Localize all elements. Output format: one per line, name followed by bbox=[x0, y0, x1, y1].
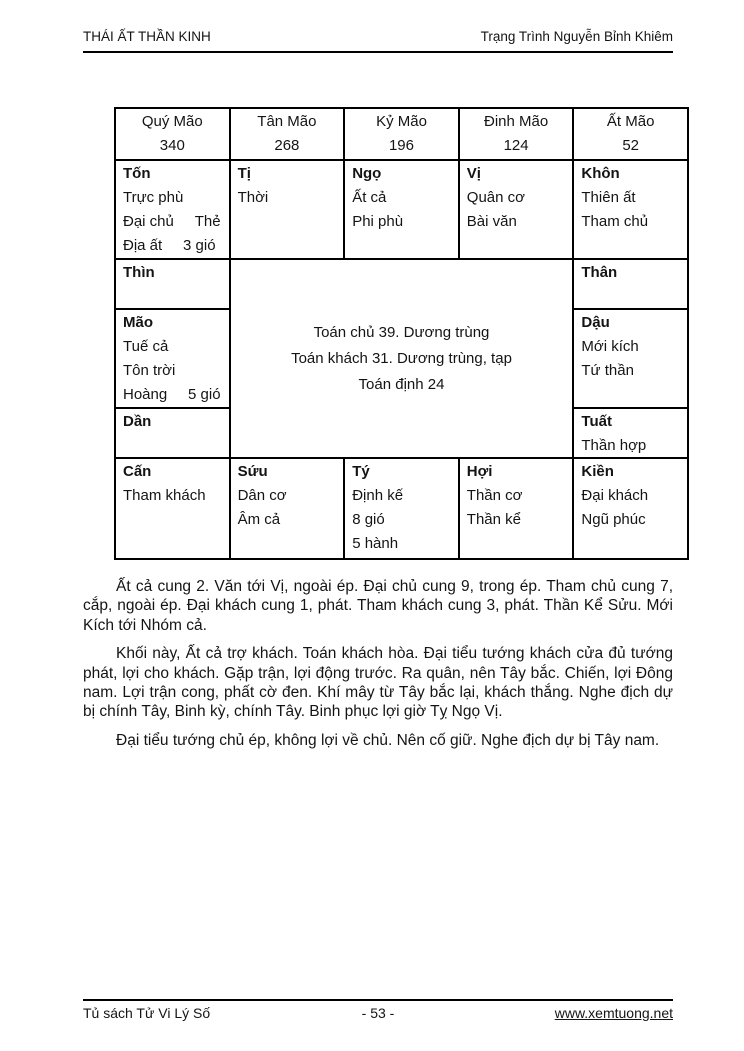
paragraph-3: Đại tiểu tướng chủ ép, không lợi về chủ. Nên cố giữ. Nghe địch dự bị Tây nam. bbox=[116, 731, 660, 749]
palace-ngo bbox=[345, 161, 458, 258]
year-cell-quy-mao bbox=[116, 109, 229, 159]
palace-title: Tốn bbox=[123, 165, 151, 182]
palace-lines bbox=[238, 484, 337, 532]
cell-line: Quân cơ bbox=[466, 189, 525, 206]
cell-line: 5 hành bbox=[352, 535, 399, 552]
palace-thin bbox=[116, 260, 229, 308]
palace-title: Tý bbox=[352, 463, 370, 480]
palace-lines bbox=[581, 484, 680, 532]
header-book-title: THÁI ẤT THẦN KINH bbox=[83, 29, 211, 44]
running-header bbox=[83, 28, 673, 53]
palace-tuat bbox=[574, 409, 687, 457]
cell-line: Trực phù bbox=[123, 189, 184, 206]
year-cell-ky-mao bbox=[345, 109, 458, 159]
cell-line: Tứ thần bbox=[581, 362, 634, 379]
year-name: Ất Mão bbox=[606, 113, 655, 130]
year-name: Đinh Mão bbox=[483, 113, 549, 130]
year-value: 268 bbox=[274, 137, 300, 154]
palace-ty bbox=[345, 459, 458, 558]
cell-line: Đại chủ Thẻ bbox=[123, 213, 221, 230]
cell-line: Toán định 24 bbox=[358, 375, 445, 393]
cell-line: Toán chủ 39. Dương trùng bbox=[313, 323, 490, 341]
year-cell-dinh-mao bbox=[460, 109, 573, 159]
year-name: Tân Mão bbox=[257, 113, 317, 130]
palace-title: Dần bbox=[123, 413, 152, 430]
palace-title: Thìn bbox=[123, 264, 155, 281]
palace-lines bbox=[123, 335, 222, 407]
palace-lines bbox=[238, 186, 337, 210]
footer-website-wrap bbox=[476, 1005, 673, 1022]
footer-page-number: - 53 - bbox=[361, 1005, 395, 1021]
palace-lines bbox=[467, 484, 566, 532]
cell-line: Tham chủ bbox=[581, 213, 649, 230]
year-value: 124 bbox=[503, 137, 529, 154]
year-name: Quý Mão bbox=[141, 113, 203, 130]
palace-title: Tuất bbox=[581, 413, 612, 430]
palace-title: Vị bbox=[466, 165, 481, 182]
palace-mao bbox=[116, 310, 229, 407]
center-lines bbox=[291, 320, 512, 398]
cell-line: Toán khách 31. Dương trùng, tạp bbox=[291, 349, 512, 367]
palace-lines bbox=[352, 186, 451, 234]
palace-title: Thân bbox=[581, 264, 618, 281]
palace-title: Khôn bbox=[581, 165, 620, 182]
palace-lines bbox=[581, 434, 680, 457]
cell-line: Phi phù bbox=[352, 213, 404, 230]
year-value: 340 bbox=[159, 137, 185, 154]
cell-line: Ất cả bbox=[352, 189, 387, 206]
cell-line: Âm cả bbox=[237, 511, 281, 528]
cell-line: Ngũ phúc bbox=[581, 511, 646, 528]
body-text bbox=[83, 577, 673, 750]
palace-lines bbox=[123, 186, 222, 258]
chart-center-summary bbox=[231, 260, 573, 457]
palace-ti bbox=[231, 161, 344, 258]
palace-can bbox=[116, 459, 229, 558]
palace-title: Sứu bbox=[237, 463, 268, 480]
palace-title: Kiền bbox=[581, 463, 614, 480]
paragraph-2: Khối này, Ất cả trợ khách. Toán khách hòa. Đại tiểu tướng khách cửa đủ tướng phát, lợi cho khách. Gặp trận, lợi động trước. Ra quân, nên Tây bắc. Chiến, lợi Đông nam. Lợi trận cong, phất cờ đen. Khí mây từ Tây bắc lại, khách thắng. Nghe địch dự bị chính Tây, Binh kỳ, chính Tây. Binh phục lợi giờ Tỵ Ngọ Vị. bbox=[83, 645, 673, 721]
cell-line: Tuế cả bbox=[123, 338, 169, 355]
cell-line: Tham khách bbox=[123, 487, 206, 504]
palace-dau bbox=[574, 310, 687, 407]
running-footer bbox=[83, 999, 673, 1022]
palace-lines bbox=[123, 484, 222, 508]
cell-line: Bài văn bbox=[466, 213, 517, 230]
cell-line: Thời bbox=[237, 189, 269, 206]
palace-than bbox=[574, 260, 687, 308]
cell-line: 8 gió bbox=[352, 511, 385, 528]
year-name: Kỷ Mão bbox=[376, 113, 427, 130]
footer-series-title: Tủ sách Tử Vi Lý Số bbox=[83, 1005, 211, 1021]
palace-title: Hợi bbox=[466, 463, 493, 480]
cell-line: Thần cơ bbox=[466, 487, 523, 504]
year-value: 52 bbox=[622, 137, 640, 154]
palace-title: Mão bbox=[123, 314, 153, 331]
page-content bbox=[83, 28, 673, 759]
palace-ton bbox=[116, 161, 229, 258]
palace-lines bbox=[581, 335, 680, 383]
header-author: Trạng Trình Nguyễn Bỉnh Khiêm bbox=[480, 29, 673, 44]
cell-line: Đại khách bbox=[581, 487, 649, 504]
palace-title: Dậu bbox=[581, 314, 610, 331]
palace-dan bbox=[116, 409, 229, 457]
year-cell-at-mao bbox=[574, 109, 687, 159]
cell-line: Thần kể bbox=[466, 511, 521, 528]
cell-line: Dân cơ bbox=[237, 487, 287, 504]
cell-line: Thiên ất bbox=[581, 189, 636, 206]
palace-lines bbox=[352, 484, 451, 556]
thai-at-palace-chart bbox=[114, 107, 689, 560]
cell-line: Địa ất 3 gió bbox=[123, 237, 216, 254]
year-value: 196 bbox=[388, 137, 414, 154]
palace-vi bbox=[460, 161, 573, 258]
paragraph-1: Ất cả cung 2. Văn tới Vị, ngoài ép. Đại chủ cung 9, trong ép. Tham chủ cung 7, cắp, ngoài ép. Đại khách cung 1, phát. Tham khách cung 3, phát. Thần Kể Sửu. Mới Kích tới Nhóm cả. bbox=[83, 578, 673, 634]
palace-title: Tị bbox=[237, 165, 251, 182]
palace-lines bbox=[467, 186, 566, 234]
cell-line: Mới kích bbox=[581, 338, 639, 355]
year-cell-tan-mao bbox=[231, 109, 344, 159]
palace-title: Cấn bbox=[123, 463, 152, 480]
footer-website-link[interactable]: www.xemtuong.net bbox=[554, 1005, 674, 1021]
cell-line: Thần hợp bbox=[581, 437, 647, 454]
cell-line: Tôn trời bbox=[123, 362, 176, 379]
palace-kien bbox=[574, 459, 687, 558]
palace-suu bbox=[231, 459, 344, 558]
cell-line: Định kế bbox=[352, 487, 404, 504]
cell-line: Hoàng 5 gió bbox=[123, 386, 221, 403]
palace-hoi bbox=[460, 459, 573, 558]
palace-khon bbox=[574, 161, 687, 258]
palace-lines bbox=[581, 186, 680, 234]
palace-title: Ngọ bbox=[352, 165, 382, 182]
